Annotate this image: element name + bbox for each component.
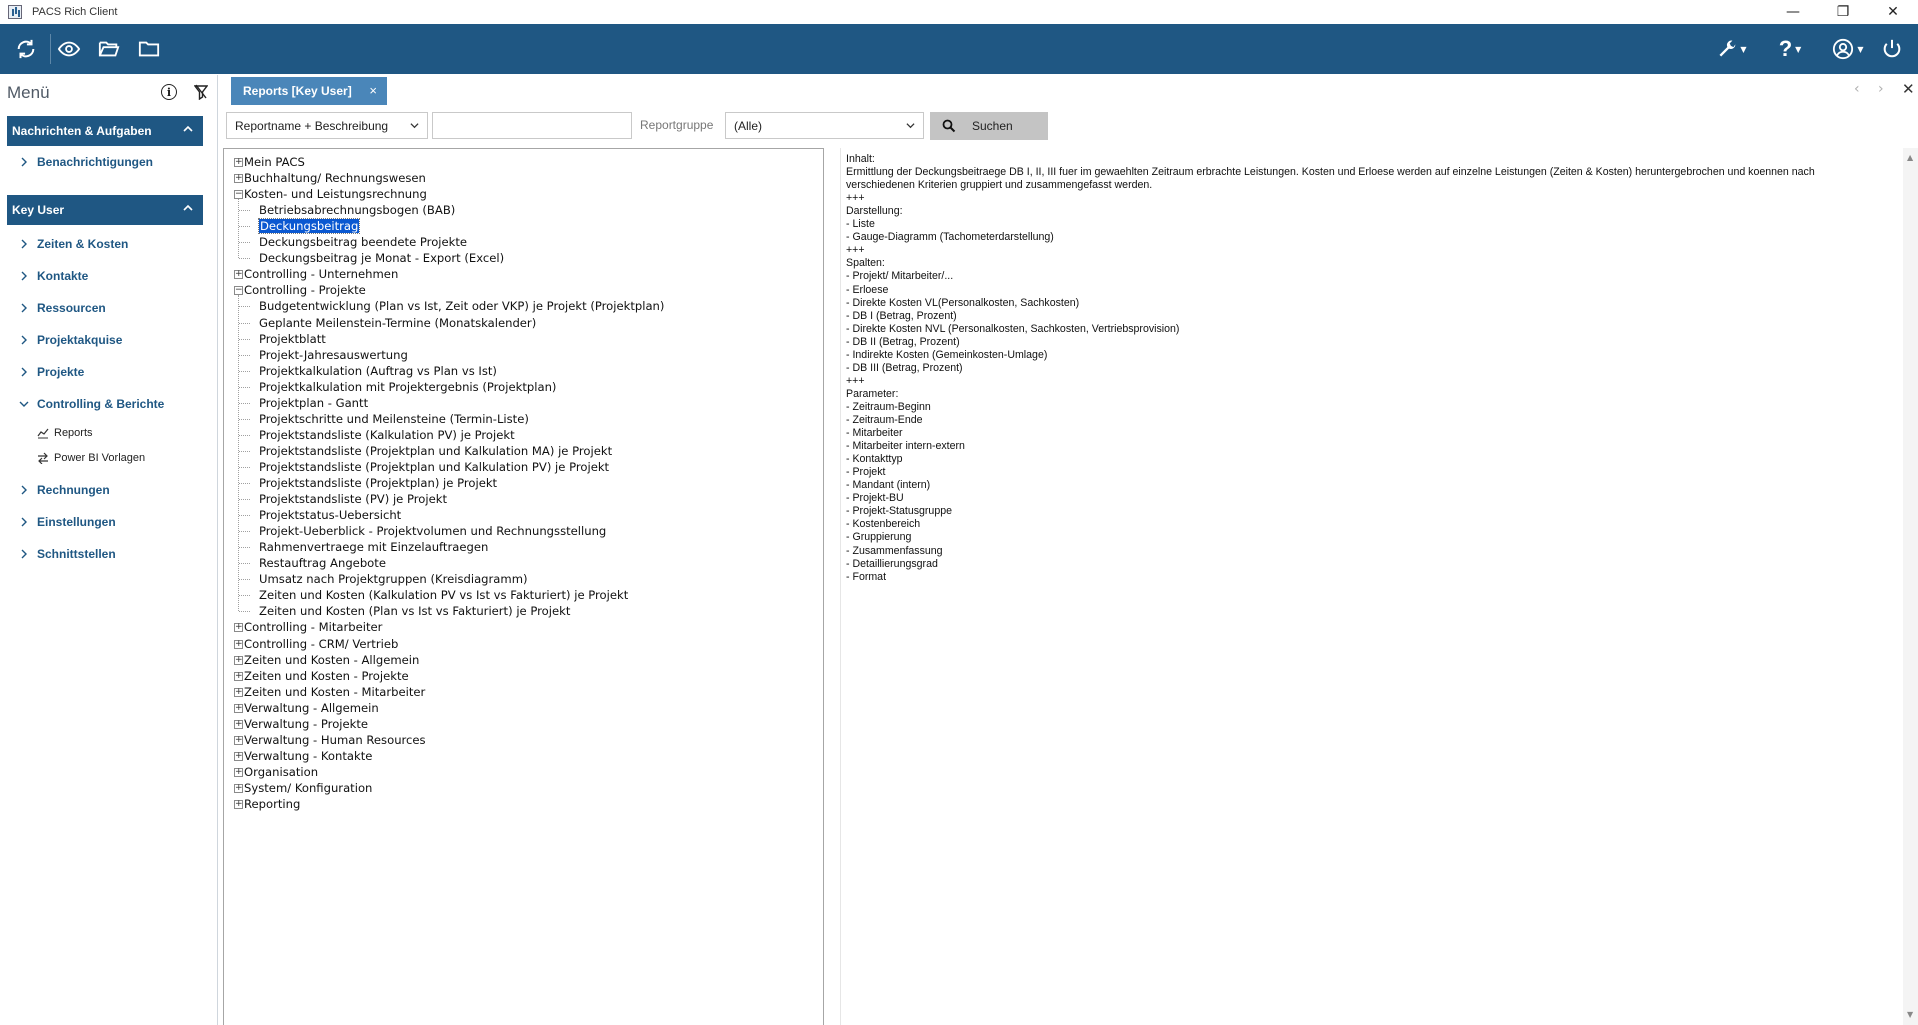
group-label: Nachrichten & Aufgaben <box>12 124 152 138</box>
tree-item-label: Controlling - Mitarbeiter <box>244 620 383 635</box>
tree-report-item[interactable] <box>259 523 606 539</box>
group-nachrichten <box>0 111 217 195</box>
tree-item-label: Controlling - Unternehmen <box>244 267 399 282</box>
description-line: - Mitarbeiter <box>846 427 903 440</box>
detail-scrollbar[interactable] <box>1903 148 1918 1025</box>
tab-close-icon[interactable]: × <box>369 83 377 98</box>
sidebar-title: Menü <box>7 83 50 102</box>
menu-item-label: Einstellungen <box>37 515 116 529</box>
menu-subitem-label: Power BI Vorlagen <box>54 451 146 464</box>
menu-item-controlling-berichte[interactable] <box>0 388 217 420</box>
tree-report-item[interactable] <box>259 475 497 491</box>
tree-item-label: Deckungsbeitrag beendete Projekte <box>259 235 468 250</box>
minimize-button[interactable]: — <box>1786 4 1800 20</box>
tree-item-label: Betriebsabrechnungsbogen (BAB) <box>259 203 456 218</box>
description-line: - DB II (Betrag, Prozent) <box>846 335 960 348</box>
tree-report-item[interactable] <box>259 218 359 234</box>
tree-guide-line <box>239 323 250 324</box>
tree-guide-line <box>239 595 250 596</box>
tree-report-item[interactable] <box>259 555 386 571</box>
report-chart-icon <box>37 427 49 439</box>
close-all-tabs-icon[interactable]: ✕ <box>1902 80 1915 98</box>
tree-item-label: Projektstandsliste (Projektplan und Kalkulation PV) je Projekt <box>259 459 610 474</box>
expand-icon[interactable]: + <box>235 766 243 777</box>
tree-guide-line <box>239 242 250 243</box>
group-header-key-user[interactable] <box>7 195 203 225</box>
chevron-right-icon <box>19 549 29 559</box>
expand-icon[interactable]: + <box>235 670 243 681</box>
tree-guide-line <box>239 403 250 404</box>
description-line: - Kostenbereich <box>846 518 921 531</box>
tree-report-item[interactable] <box>259 491 447 507</box>
expand-icon[interactable]: + <box>235 173 243 184</box>
sidebar-header <box>0 75 217 111</box>
tree-guide-line <box>239 339 250 340</box>
tree-report-item[interactable] <box>259 395 368 411</box>
chevron-right-icon <box>19 485 29 495</box>
tree-item-label: Projektschritte und Meilensteine (Termin-Liste) <box>259 411 529 426</box>
tree-folder[interactable] <box>244 652 419 668</box>
folder-icon[interactable] <box>133 33 165 65</box>
tree-report-item[interactable] <box>259 507 401 523</box>
tree-guide-line <box>239 435 250 436</box>
scroll-up-icon[interactable]: ▲ <box>1907 153 1914 162</box>
tree-item-label: Kosten- und Leistungsrechnung <box>244 187 427 202</box>
tree-report-item[interactable] <box>259 411 529 427</box>
expand-icon[interactable]: + <box>235 622 243 633</box>
description-line: - Zeitraum-Ende <box>846 414 923 426</box>
window-title: PACS Rich Client <box>32 6 118 18</box>
filter-icon[interactable] <box>194 84 208 100</box>
chevron-down-icon <box>19 399 29 409</box>
description-line: +++ <box>846 192 865 205</box>
tree-guide-line <box>239 451 250 452</box>
window-controls <box>1768 0 1918 24</box>
tree-folder[interactable] <box>244 716 368 732</box>
description-line: - Detaillierungsgrad <box>846 557 938 570</box>
search-mode-value: Reportname + Beschreibung <box>235 118 389 133</box>
tree-item-label: Projektkalkulation (Auftrag vs Plan vs Ist) <box>259 363 497 378</box>
description-line: Darstellung: <box>846 205 903 218</box>
main-toolbar <box>0 24 1918 74</box>
tree-item-label: Geplante Meilenstein-Termine (Monatskalender) <box>259 315 537 330</box>
tree-guide-line <box>239 483 250 484</box>
chevron-down-icon <box>906 121 915 130</box>
tree-item-label: Umsatz nach Projektgruppen (Kreisdiagramm) <box>259 572 528 587</box>
tree-folder[interactable] <box>244 780 372 796</box>
tree-report-item[interactable] <box>259 234 467 250</box>
tree-guide-line <box>239 419 250 420</box>
chevron-right-icon <box>19 271 29 281</box>
description-line: +++ <box>846 244 865 257</box>
description-line: - Projekt-BU <box>846 492 904 505</box>
expand-icon[interactable]: + <box>235 654 243 665</box>
tree-folder[interactable] <box>244 668 409 684</box>
tree-item-label: Projektstandsliste (Projektplan) je Projekt <box>259 476 498 490</box>
chevron-right-icon <box>19 303 29 313</box>
tree-item-label: Projektstandsliste (Projektplan und Kalkulation MA) je Projekt <box>259 443 613 458</box>
tree-guide-line <box>239 355 250 356</box>
description-line: - Zeitraum-Beginn <box>846 400 931 413</box>
tree-item-label: Projektkalkulation mit Projektergebnis (Projektplan) <box>259 379 557 394</box>
tree-folder[interactable] <box>244 282 366 298</box>
tree-item-label: Projektblatt <box>259 331 326 346</box>
tree-item-label: Projektstandsliste (PV) je Projekt <box>259 492 447 507</box>
menu-item-projektakquise[interactable] <box>0 324 217 356</box>
menu-item-projekte[interactable] <box>0 356 217 388</box>
tree-guide-line <box>239 579 250 580</box>
description-line: - Liste <box>846 218 875 231</box>
tree-folder[interactable] <box>244 796 300 812</box>
menu-subitem-reports[interactable] <box>0 420 217 445</box>
tree-report-item[interactable] <box>259 347 408 363</box>
tree-folder[interactable] <box>244 748 372 764</box>
expand-icon[interactable]: + <box>235 718 243 729</box>
tree-item-label: Verwaltung - Projekte <box>244 716 369 731</box>
menu-item-label: Controlling & Berichte <box>37 397 165 411</box>
expand-icon[interactable]: + <box>235 702 243 713</box>
tree-report-item[interactable] <box>259 427 515 443</box>
close-window-button[interactable]: ✕ <box>1887 4 1899 20</box>
tree-item-label: Restauftrag Angebote <box>259 556 386 571</box>
expand-icon[interactable]: + <box>235 799 243 809</box>
tree-guide-line <box>239 515 250 516</box>
report-description <box>840 148 1903 1025</box>
tab-bar <box>218 75 1918 105</box>
tree-report-item[interactable] <box>259 298 664 314</box>
tree-guide-line <box>239 531 250 532</box>
tree-report-item[interactable] <box>259 587 628 603</box>
tab-prev-icon[interactable]: ‹ <box>1854 81 1860 97</box>
tree-guide-line <box>239 387 250 388</box>
menu-subitem-label: Reports <box>54 426 93 439</box>
tab-reports-key-user[interactable] <box>231 77 387 105</box>
tree-folder[interactable] <box>244 154 305 170</box>
description-line: - Projekt <box>846 466 886 479</box>
tree-guide-line <box>239 258 250 259</box>
tree-report-item[interactable] <box>259 250 504 266</box>
report-tree <box>223 148 824 1025</box>
menu-item-label: Rechnungen <box>37 483 110 497</box>
chevron-right-icon <box>19 335 29 345</box>
tree-guide-line <box>239 547 250 548</box>
description-line: - Direkte Kosten NVL (Personalkosten, Sachkosten, Vertriebsprovision) <box>846 322 1180 335</box>
tree-guide-line <box>239 371 250 372</box>
toolbar-separator <box>50 34 51 64</box>
folder-open-icon[interactable] <box>93 33 125 65</box>
tree-guide-line <box>239 306 250 307</box>
group-header-nachrichten[interactable] <box>7 116 203 146</box>
menu-item-label: Ressourcen <box>37 301 106 315</box>
chevron-right-icon <box>19 239 29 249</box>
description-line: verschiedenen Kriterien gruppiert und zusammengefasst werden. <box>846 179 1153 192</box>
expand-icon[interactable]: + <box>235 686 243 697</box>
help-icon[interactable]: ? ▼ <box>1778 36 1802 61</box>
tree-folder[interactable] <box>244 700 379 716</box>
refresh-icon[interactable] <box>10 33 42 65</box>
description-line: Parameter: <box>846 387 899 400</box>
tree-guide-line <box>239 467 250 468</box>
menu-item-label: Benachrichtigungen <box>37 155 154 169</box>
search-bar <box>218 109 1918 143</box>
menu-item-ressourcen[interactable] <box>0 292 217 324</box>
expand-icon[interactable]: + <box>235 157 243 167</box>
description-line: - Zusammenfassung <box>846 544 943 557</box>
tree-item-label: Deckungsbeitrag <box>260 219 359 234</box>
tree-folder[interactable] <box>244 186 427 202</box>
tree-report-item[interactable] <box>259 315 536 331</box>
menu-item-schnittstellen[interactable] <box>0 538 217 570</box>
expand-icon[interactable]: + <box>235 782 243 793</box>
description-line: - Direkte Kosten VL(Personalkosten, Sachkosten) <box>846 296 1080 309</box>
description-line: - Indirekte Kosten (Gemeinkosten-Umlage) <box>846 348 1048 361</box>
description-line: - Format <box>846 570 887 583</box>
chevron-up-icon <box>183 203 193 213</box>
menu-item-rechnungen[interactable] <box>0 474 217 506</box>
description-line: - Gauge-Diagramm (Tachometerdarstellung) <box>846 231 1054 244</box>
tree-guide-line <box>238 199 239 258</box>
chevron-right-icon <box>19 517 29 527</box>
tree-report-item[interactable] <box>259 603 570 619</box>
tree-report-item[interactable] <box>259 571 528 587</box>
description-line: - Projekt/ Mitarbeiter/... <box>846 270 954 283</box>
description-line: - DB I (Betrag, Prozent) <box>846 309 957 322</box>
tree-folder[interactable] <box>244 764 318 780</box>
tree-guide-line <box>239 210 250 211</box>
description-line: Ermittlung der Deckungsbeitraege DB I, II, III fuer im gewaehlten Zeitraum erbrachte Leistungen. Kosten und Erloese werden auf einzelne Leistungen (Zeiten & Kosten) heruntergebrochen und koennen nach <box>846 166 1815 179</box>
reportgruppe-select[interactable] <box>725 112 924 139</box>
title-bar <box>0 0 1918 24</box>
eye-icon[interactable] <box>53 33 85 65</box>
menu-sidebar <box>0 75 218 1025</box>
tree-report-item[interactable] <box>259 443 612 459</box>
collapse-icon[interactable]: − <box>235 189 243 200</box>
chevron-right-icon <box>19 157 29 167</box>
menu-item-label: Kontakte <box>37 269 89 283</box>
tree-report-item[interactable] <box>259 202 455 218</box>
tree-guide-line <box>239 499 250 500</box>
tree-item-label: Zeiten und Kosten - Allgemein <box>244 652 420 667</box>
swap-arrows-icon <box>37 452 49 464</box>
tree-item-label: Controlling - Projekte <box>244 283 366 298</box>
menu-item-zeiten-kosten[interactable] <box>0 228 217 260</box>
expand-icon[interactable]: + <box>235 638 243 649</box>
search-input[interactable] <box>432 112 632 139</box>
tree-item-label: Deckungsbeitrag je Monat - Export (Excel) <box>259 251 505 266</box>
tree-item-label: Zeiten und Kosten - Projekte <box>244 668 409 683</box>
info-icon[interactable]: i <box>161 84 177 100</box>
chevron-right-icon <box>19 367 29 377</box>
menu-item-label: Projektakquise <box>37 333 123 347</box>
tree-report-item[interactable] <box>259 379 556 395</box>
tree-report-item[interactable] <box>259 363 497 379</box>
tree-item-label: Projektstatus-Uebersicht <box>259 508 402 523</box>
tree-report-item[interactable] <box>259 459 609 475</box>
group-label: Key User <box>12 203 65 217</box>
power-icon[interactable] <box>1876 33 1908 65</box>
tree-item-label: Zeiten und Kosten - Mitarbeiter <box>244 684 426 699</box>
tree-item-label: Projekt-Ueberblick - Projektvolumen und Rechnungsstellung <box>259 524 607 539</box>
tree-folder[interactable] <box>244 636 398 652</box>
tree-item-label: Projektstandsliste (Kalkulation PV) je Projekt <box>259 427 515 442</box>
tree-item-label: Organisation <box>244 764 319 779</box>
menu-item-label: Schnittstellen <box>37 547 116 561</box>
chevron-down-icon <box>410 121 419 130</box>
restore-button[interactable]: ❐ <box>1836 4 1850 20</box>
tree-item-label: Mein PACS <box>244 155 305 169</box>
menu-item-label: Zeiten & Kosten <box>37 237 129 251</box>
search-button-label: Suchen <box>972 119 1013 133</box>
reportgruppe-value: (Alle) <box>734 118 763 133</box>
wrench-icon[interactable]: ▼ <box>1710 33 1754 65</box>
tree-report-item[interactable] <box>259 539 488 555</box>
description-line: - Mandant (intern) <box>846 479 931 492</box>
description-line: - Kontakttyp <box>846 453 903 466</box>
tree-folder[interactable] <box>244 684 425 700</box>
menu-item-kontakte[interactable] <box>0 260 217 292</box>
tree-item-label: Verwaltung - Human Resources <box>244 732 426 747</box>
tree-guide-line <box>239 563 250 564</box>
menu-item-benachrichtigungen[interactable] <box>0 146 217 178</box>
tree-item-label: Rahmenvertraege mit Einzelauftraegen <box>259 540 489 555</box>
search-mode-select[interactable] <box>226 112 428 139</box>
tree-item-label: Reporting <box>244 797 301 811</box>
tree-item-label: Budgetentwicklung (Plan vs Ist, Zeit oder VKP) je Projekt (Projektplan) <box>259 299 665 314</box>
tree-item-label: Buchhaltung/ Rechnungswesen <box>244 171 426 186</box>
description-line: Inhalt: <box>846 153 875 165</box>
tree-item-label: Verwaltung - Kontakte <box>244 748 373 763</box>
collapse-icon[interactable]: − <box>235 285 243 296</box>
app-icon <box>8 5 22 19</box>
user-icon[interactable]: ▼ <box>1826 33 1870 65</box>
tree-folder[interactable] <box>244 732 426 748</box>
scroll-down-icon[interactable]: ▼ <box>1907 1010 1914 1019</box>
description-line: - Mitarbeiter intern-extern <box>846 440 965 453</box>
expand-icon[interactable]: + <box>235 750 243 761</box>
tree-report-item[interactable] <box>259 331 326 347</box>
expand-icon[interactable]: + <box>235 734 243 745</box>
description-line: +++ <box>846 374 865 387</box>
description-line: Spalten: <box>846 257 885 270</box>
tree-item-label: Zeiten und Kosten (Plan vs Ist vs Fakturiert) je Projekt <box>259 604 571 619</box>
tree-item-label: Controlling - CRM/ Vertrieb <box>244 636 399 651</box>
menu-subitem-power-bi[interactable] <box>0 445 217 470</box>
chevron-up-icon <box>183 124 193 134</box>
menu-item-label: Projekte <box>37 365 85 379</box>
search-button[interactable] <box>930 112 1048 140</box>
tab-label: Reports [Key User] <box>243 84 352 98</box>
description-line: - Projekt-Statusgruppe <box>846 505 952 518</box>
tree-guide-line <box>239 611 250 612</box>
reportgruppe-label: Reportgruppe <box>640 118 714 132</box>
tree-item-label: Projekt-Jahresauswertung <box>259 347 408 362</box>
description-line: - Gruppierung <box>846 531 912 544</box>
tree-item-label: Verwaltung - Allgemein <box>244 700 379 715</box>
tree-item-label: System/ Konfiguration <box>244 780 373 795</box>
search-icon <box>942 119 956 133</box>
tree-item-label: Zeiten und Kosten (Kalkulation PV vs Ist vs Fakturiert) je Projekt <box>259 588 629 603</box>
tree-folder[interactable] <box>244 619 382 635</box>
tree-item-label: Projektplan - Gantt <box>259 395 369 410</box>
tree-folder[interactable] <box>244 266 398 282</box>
description-line: - Erloese <box>846 283 889 296</box>
tree-folder[interactable] <box>244 170 426 186</box>
description-line: - DB III (Betrag, Prozent) <box>846 361 963 374</box>
tab-next-icon[interactable]: › <box>1878 81 1884 97</box>
tree-guide-line <box>239 226 250 227</box>
expand-icon[interactable]: + <box>235 269 243 280</box>
menu-item-einstellungen[interactable] <box>0 506 217 538</box>
